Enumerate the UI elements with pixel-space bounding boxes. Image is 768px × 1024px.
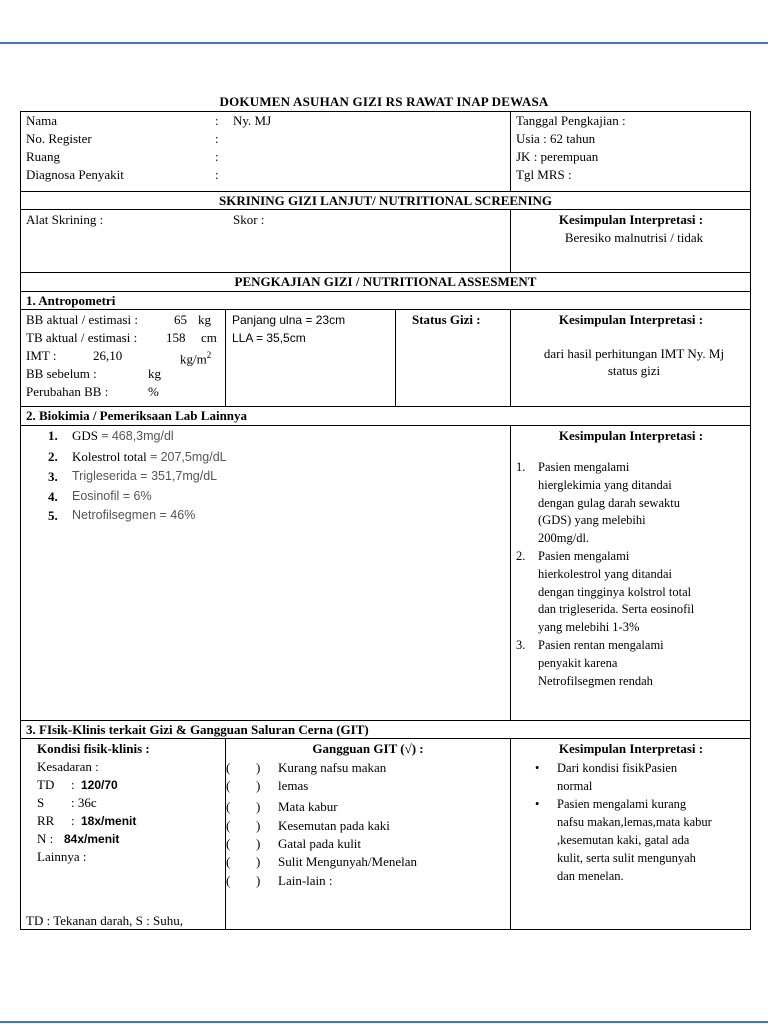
imt-label: IMT : xyxy=(26,348,57,363)
bullet-dot: • xyxy=(535,761,540,775)
n-value: 84x/menit xyxy=(64,832,120,846)
imt-unit-text: kg/m xyxy=(180,351,207,367)
screening-header: SKRINING GIZI LANJUT/ NUTRITIONAL SCREENING xyxy=(218,193,553,208)
fisik-interp-list xyxy=(532,759,754,885)
git-check-close[interactable]: ) xyxy=(256,778,261,793)
git-check-open[interactable]: ( xyxy=(226,873,231,888)
interp-line: dengan tingginya kolstrol total xyxy=(538,584,692,599)
git-check-close[interactable]: ) xyxy=(256,760,261,775)
interp-line: Pasien mengalami xyxy=(538,548,630,563)
perubahan-bb-unit: % xyxy=(148,384,159,399)
column-divider xyxy=(225,309,226,406)
imt-value: 26,10 xyxy=(93,348,123,363)
header-rule xyxy=(0,42,768,44)
git-check-open[interactable]: ( xyxy=(226,778,231,793)
lab-item xyxy=(20,506,500,526)
git-item-label: lemas xyxy=(278,778,309,793)
biokimia-interp-list xyxy=(514,459,754,690)
git-check-open[interactable]: ( xyxy=(226,760,231,775)
lab-item-value: 468,3mg/dl xyxy=(111,429,174,443)
label-no-register: No. Register xyxy=(26,131,92,146)
interp-line: Dari kondisi fisikPasien xyxy=(557,761,678,775)
interp-bullet xyxy=(532,795,754,885)
lab-item xyxy=(20,487,500,507)
lab-item-value: 207,5mg/dL xyxy=(160,449,227,464)
screening-interp-title: Kesimpulan Interpretasi : xyxy=(558,212,704,227)
imt-unit-sup: 2 xyxy=(206,350,212,360)
git-check-open[interactable]: ( xyxy=(226,818,231,833)
fisik-klinis-title: 3. FIsik-Klinis terkait Gizi & Gangguan Saluran Cerna (GIT) xyxy=(26,722,369,737)
interp-item xyxy=(514,548,754,637)
interp-line: Pasien rentan mengalami xyxy=(538,637,664,652)
s-label: S xyxy=(37,795,45,810)
footer-rule xyxy=(0,1021,768,1023)
document-title: DOKUMEN ASUHAN GIZI RS RAWAT INAP DEWASA xyxy=(219,94,549,109)
status-gizi-title: Status Gizi : xyxy=(412,312,481,327)
lab-item xyxy=(20,447,500,468)
interp-line: yang melebihi 1-3% xyxy=(538,620,640,635)
git-item-label: Kurang nafsu makan xyxy=(278,760,387,775)
git-check-close[interactable]: ) xyxy=(256,873,261,888)
lab-item-number: 1. xyxy=(48,428,58,443)
rr-label: RR xyxy=(37,813,55,828)
interp-item xyxy=(514,637,754,690)
lab-item-number: 3. xyxy=(48,469,58,484)
interp-line: dan trigleserida. Serta eosinofil xyxy=(538,602,695,617)
rr-value: 18x/menit xyxy=(81,814,137,828)
bb-aktual-label: BB aktual / estimasi : xyxy=(26,312,138,327)
git-check-close[interactable]: ) xyxy=(256,799,261,814)
tgl-mrs: Tgl MRS : xyxy=(516,167,572,182)
git-item-label: Lain-lain : xyxy=(278,873,333,888)
divider xyxy=(20,291,751,292)
lla: LLA = 35,5cm xyxy=(232,331,306,345)
lainnya-label: Lainnya : xyxy=(37,849,87,864)
divider xyxy=(20,309,751,310)
colon: : xyxy=(215,113,219,128)
interp-line: hierglekimia yang ditandai xyxy=(538,477,672,492)
git-check-open[interactable]: ( xyxy=(226,836,231,851)
bb-sebelum-label: BB sebelum : xyxy=(26,366,97,381)
antropometri-title: 1. Antropometri xyxy=(26,293,116,308)
kondisi-title: Kondisi fisik-klinis : xyxy=(37,741,150,756)
column-divider xyxy=(510,425,511,720)
git-check-close[interactable]: ) xyxy=(256,854,261,869)
lab-item-number: 2. xyxy=(48,448,58,464)
lab-item-number: 4. xyxy=(48,488,58,504)
interp-line: ,kesemutan kaki, gatal ada xyxy=(557,833,690,847)
lab-item-value: Netrofilsegmen = 46% xyxy=(72,508,196,522)
interp-item xyxy=(514,459,754,548)
interp-line: 200mg/dl. xyxy=(538,531,590,546)
imt-unit xyxy=(180,347,211,367)
lab-item-label: GDS = xyxy=(72,428,112,443)
alat-skrining-label: Alat Skrining : xyxy=(26,212,104,227)
kesadaran-label: Kesadaran : xyxy=(37,759,99,774)
interp-line: dan menelan. xyxy=(557,869,624,883)
fisik-interp-title: Kesimpulan Interpretasi : xyxy=(558,741,704,756)
interp-line: Netrofilsegmen rendah xyxy=(538,673,653,688)
git-title: Gangguan GIT (√) : xyxy=(312,741,424,756)
n-label: N : xyxy=(37,831,54,846)
lab-item-label: Kolestrol total = xyxy=(72,448,161,464)
interp-line: penyakit karena xyxy=(538,655,618,670)
usia: Usia : 62 tahun xyxy=(516,131,596,146)
lab-results-list xyxy=(20,426,500,526)
antropometri-interp-line2: status gizi xyxy=(607,363,661,378)
td-label: TD xyxy=(37,777,55,792)
screening-interp-text: Beresiko malnutrisi / tidak xyxy=(564,230,704,245)
biokimia-interp-title: Kesimpulan Interpretasi : xyxy=(558,428,704,443)
git-item-label: Gatal pada kulit xyxy=(278,836,362,851)
label-ruang: Ruang xyxy=(26,149,60,164)
tb-aktual-label: TB aktual / estimasi : xyxy=(26,330,138,345)
tb-aktual-value: 158 xyxy=(166,330,186,345)
label-diagnosa: Diagnosa Penyakit xyxy=(26,167,124,182)
interp-line: dengan gulag darah sewaktu xyxy=(538,495,680,510)
interp-line: (GDS) yang melebihi xyxy=(538,513,646,528)
antropometri-interp-line1: dari hasil perhitungan IMT Ny. Mj xyxy=(543,346,725,361)
tanggal-pengkajian: Tanggal Pengkajian : xyxy=(516,113,626,128)
bb-sebelum-unit: kg xyxy=(148,366,161,381)
divider xyxy=(20,738,751,739)
interp-line: kulit, serta sulit mengunyah xyxy=(557,851,696,865)
interp-item-number: 2. xyxy=(516,548,526,563)
lab-item xyxy=(20,426,500,447)
panjang-ulna: Panjang ulna = 23cm xyxy=(232,313,346,327)
patient-name-value: Ny. MJ xyxy=(233,113,272,128)
git-check-open[interactable]: ( xyxy=(226,854,231,869)
antropometri-interp-title: Kesimpulan Interpretasi : xyxy=(558,312,704,327)
skor-label: Skor : xyxy=(233,212,265,227)
perubahan-bb-label: Perubahan BB : xyxy=(26,384,109,399)
lab-item xyxy=(20,467,500,487)
interp-line: Pasien mengalami xyxy=(538,460,630,474)
interp-line: nafsu makan,lemas,mata kabur xyxy=(557,815,712,829)
git-check-open[interactable]: ( xyxy=(226,799,231,814)
bb-aktual-unit: kg xyxy=(198,312,211,327)
git-item-label: Sulit Mengunyah/Menelan xyxy=(278,854,418,869)
tb-aktual-unit: cm xyxy=(201,330,217,345)
git-item-label: Kesemutan pada kaki xyxy=(278,818,390,833)
git-check-close[interactable]: ) xyxy=(256,836,261,851)
lab-item-number: 5. xyxy=(48,508,58,523)
git-item-label: Mata kabur xyxy=(278,799,338,814)
interp-line: normal xyxy=(557,779,593,793)
interp-line: hierkolestrol yang ditandai xyxy=(538,566,672,581)
biokimia-title: 2. Biokimia / Pemeriksaan Lab Lainnya xyxy=(26,408,248,423)
interp-line: Pasien mengalami kurang xyxy=(557,797,687,811)
colon: : xyxy=(215,149,219,164)
jenis-kelamin: JK : perempuan xyxy=(516,149,599,164)
td-value: 120/70 xyxy=(81,778,118,792)
interp-item-number: 1. xyxy=(516,460,526,474)
colon: : xyxy=(215,167,219,182)
git-check-close[interactable]: ) xyxy=(256,818,261,833)
lab-item-value: Eosinofil = 6% xyxy=(72,488,152,503)
td-colon: : xyxy=(71,777,75,792)
assessment-header: PENGKAJIAN GIZI / NUTRITIONAL ASSESMENT xyxy=(234,274,537,289)
bb-aktual-value: 65 xyxy=(174,312,187,327)
lab-item-value: Trigleserida = 351,7mg/dL xyxy=(72,469,218,483)
column-divider xyxy=(510,111,511,191)
colon: : xyxy=(215,131,219,146)
s-value: : 36c xyxy=(71,795,97,810)
label-nama: Nama xyxy=(26,113,58,128)
interp-item-number: 3. xyxy=(516,637,526,652)
bullet-dot: • xyxy=(535,797,540,811)
rr-colon: : xyxy=(71,813,75,828)
divider xyxy=(20,209,751,210)
column-divider xyxy=(395,309,396,406)
column-divider xyxy=(510,738,511,930)
footnote: TD : Tekanan darah, S : Suhu, xyxy=(26,913,183,928)
interp-bullet xyxy=(532,759,754,795)
